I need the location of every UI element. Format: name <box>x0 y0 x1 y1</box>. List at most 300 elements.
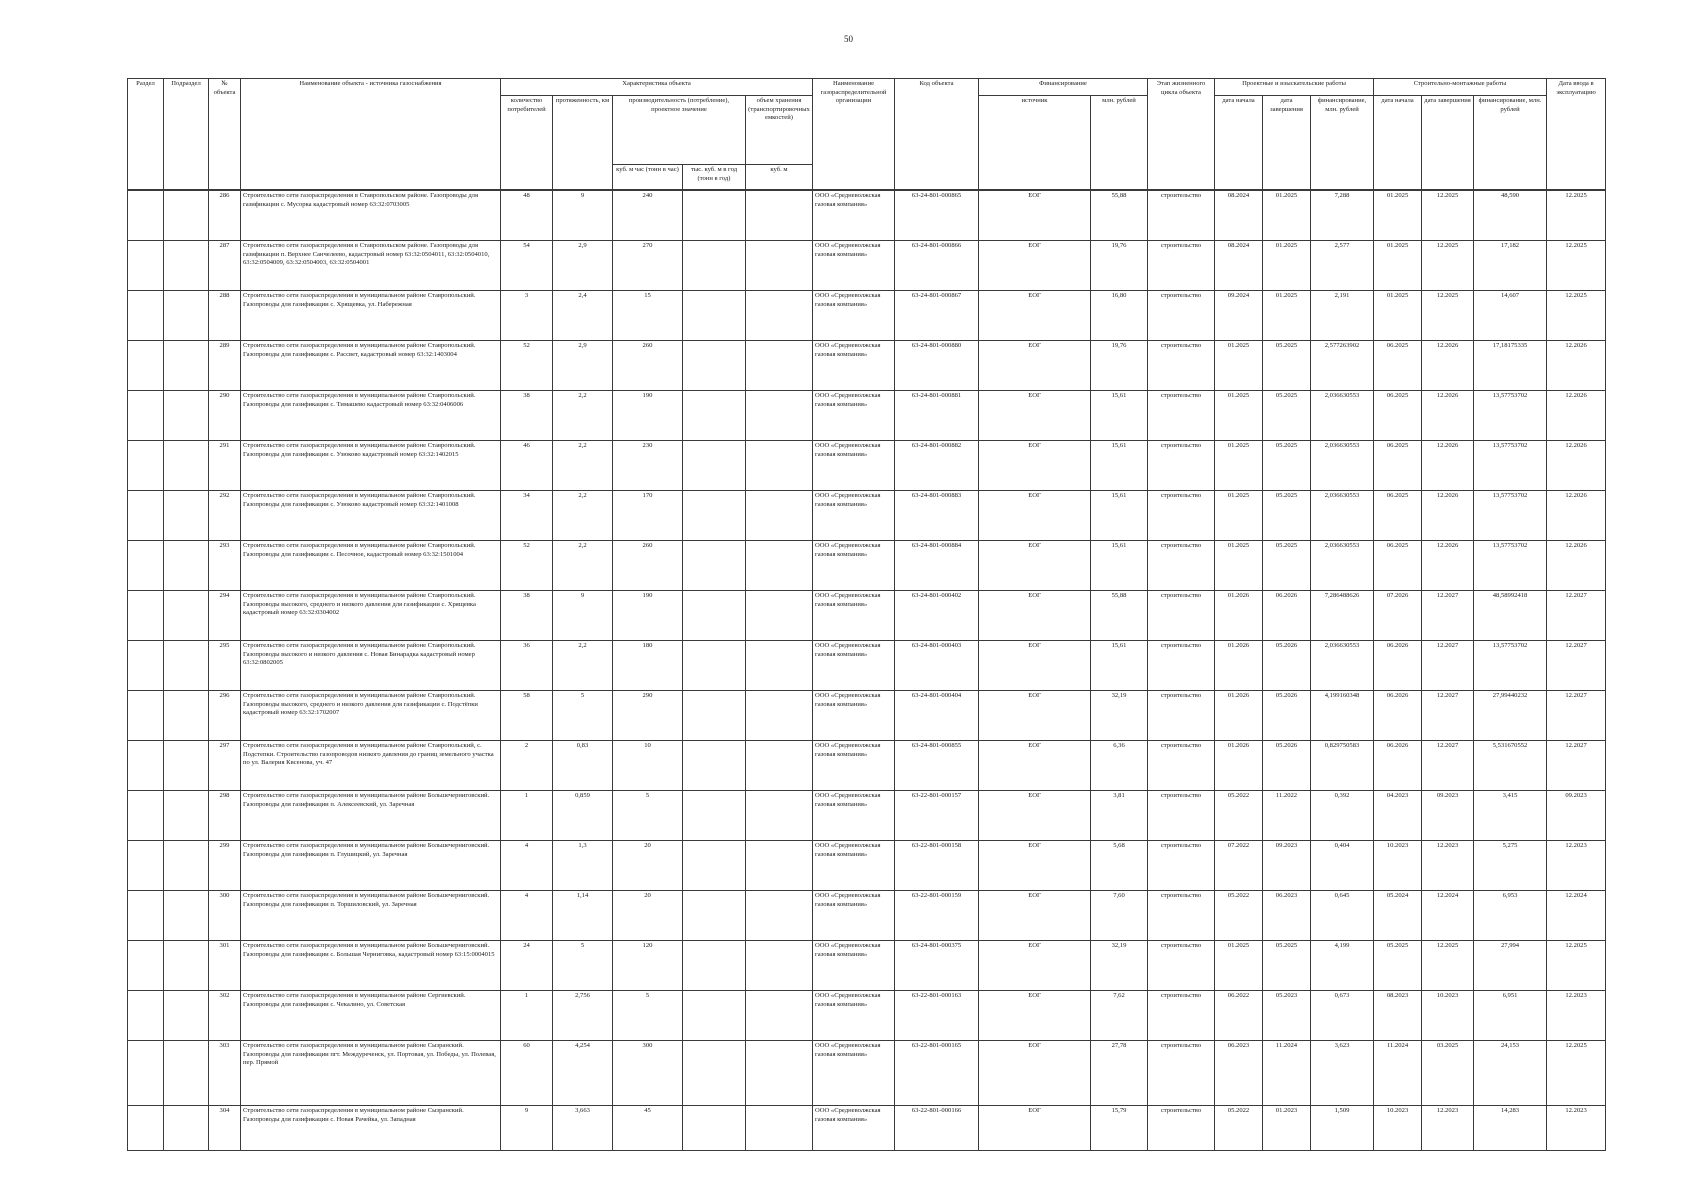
cell-thousand-m3-year <box>683 941 746 991</box>
table-row <box>128 891 1606 941</box>
cell-construction-end: 12.2027 <box>1422 741 1474 791</box>
cell-organization: ООО «Средневолжская газовая компания» <box>813 341 895 391</box>
cell-object-code: 63-22-801-000165 <box>895 1041 979 1106</box>
cell-organization: ООО «Средневолжская газовая компания» <box>813 791 895 841</box>
cell-lifecycle-stage: строительство <box>1148 841 1215 891</box>
cell-razdel <box>128 491 164 541</box>
cell-thousand-m3-year <box>683 541 746 591</box>
cell-m3-hour: 10 <box>613 741 683 791</box>
cell-storage <box>746 241 813 291</box>
cell-object-name: Строительство сети газораспределения в муниципальном районе Ставропольский. Газопроводы для газификации с. Рассвет, кадастровый номер 63:32:1403004 <box>241 341 501 391</box>
cell-design-start: 07.2022 <box>1215 841 1263 891</box>
cell-design-end: 05.2026 <box>1263 691 1311 741</box>
cell-design-end: 05.2025 <box>1263 341 1311 391</box>
cell-design-financing: 0,673 <box>1311 991 1374 1041</box>
cell-lifecycle-stage: строительство <box>1148 391 1215 441</box>
cell-podrazdel <box>164 291 209 341</box>
cell-lifecycle-stage: строительство <box>1148 241 1215 291</box>
cell-design-start: 01.2025 <box>1215 441 1263 491</box>
cell-commissioning-date: 12.2027 <box>1547 591 1606 641</box>
cell-m3-hour: 20 <box>613 841 683 891</box>
cell-construction-start: 06.2026 <box>1374 641 1422 691</box>
cell-construction-financing: 13,57753702 <box>1474 491 1547 541</box>
cell-thousand-m3-year <box>683 1041 746 1106</box>
cell-financing-amount: 15,61 <box>1091 641 1148 691</box>
cell-length: 0,83 <box>553 741 613 791</box>
cell-financing-amount: 3,81 <box>1091 791 1148 841</box>
cell-design-financing: 1,509 <box>1311 1106 1374 1151</box>
cell-design-end: 05.2025 <box>1263 941 1311 991</box>
cell-length: 3,663 <box>553 1106 613 1151</box>
table-row <box>128 541 1606 591</box>
cell-commissioning-date: 12.2026 <box>1547 541 1606 591</box>
cell-organization: ООО «Средневолжская газовая компания» <box>813 541 895 591</box>
cell-design-start: 01.2026 <box>1215 641 1263 691</box>
cell-design-start: 01.2025 <box>1215 941 1263 991</box>
col-m3: куб. м <box>746 165 813 191</box>
col-object-code: Код объекта <box>895 79 979 191</box>
cell-razdel <box>128 541 164 591</box>
table-row <box>128 190 1606 241</box>
cell-commissioning-date: 12.2026 <box>1547 341 1606 391</box>
cell-construction-end: 12.2025 <box>1422 241 1474 291</box>
cell-storage <box>746 291 813 341</box>
cell-construction-financing: 27,994 <box>1474 941 1547 991</box>
cell-object-code: 63-24-801-000375 <box>895 941 979 991</box>
cell-storage <box>746 691 813 741</box>
col-design-works: Проектные и изыскательские работы <box>1215 79 1374 96</box>
col-financing-amount: млн. рублей <box>1091 96 1148 191</box>
cell-podrazdel <box>164 441 209 491</box>
cell-organization: ООО «Средневолжская газовая компания» <box>813 1106 895 1151</box>
cell-design-financing: 4,199160348 <box>1311 691 1374 741</box>
cell-financing-source: ЕОГ <box>979 291 1091 341</box>
cell-object-number: 288 <box>209 291 241 341</box>
cell-object-code: 63-24-801-000881 <box>895 391 979 441</box>
cell-podrazdel <box>164 691 209 741</box>
cell-construction-end: 12.2026 <box>1422 491 1474 541</box>
cell-financing-source: ЕОГ <box>979 691 1091 741</box>
cell-storage <box>746 941 813 991</box>
col-financing-source: источник <box>979 96 1091 191</box>
cell-podrazdel <box>164 241 209 291</box>
cell-construction-start: 07.2026 <box>1374 591 1422 641</box>
cell-lifecycle-stage: строительство <box>1148 541 1215 591</box>
cell-thousand-m3-year <box>683 491 746 541</box>
cell-design-financing: 2,036630553 <box>1311 641 1374 691</box>
cell-organization: ООО «Средневолжская газовая компания» <box>813 691 895 741</box>
cell-object-code: 63-24-801-000883 <box>895 491 979 541</box>
cell-construction-start: 10.2023 <box>1374 841 1422 891</box>
cell-construction-financing: 14,607 <box>1474 291 1547 341</box>
cell-consumers: 38 <box>501 391 553 441</box>
cell-construction-start: 06.2025 <box>1374 441 1422 491</box>
cell-razdel <box>128 1041 164 1106</box>
cell-construction-start: 06.2025 <box>1374 491 1422 541</box>
cell-length: 2,2 <box>553 641 613 691</box>
cell-commissioning-date: 12.2026 <box>1547 491 1606 541</box>
cell-lifecycle-stage: строительство <box>1148 691 1215 741</box>
cell-financing-source: ЕОГ <box>979 941 1091 991</box>
cell-razdel <box>128 291 164 341</box>
cell-razdel <box>128 190 164 241</box>
cell-object-name: Строительство сети газораспределения в муниципальном районе Сергиевский. Газопроводы для газификации с. Чекалино, ул. Советская <box>241 991 501 1041</box>
cell-financing-source: ЕОГ <box>979 791 1091 841</box>
cell-podrazdel <box>164 391 209 441</box>
cell-thousand-m3-year <box>683 190 746 241</box>
cell-design-financing: 2,036630553 <box>1311 441 1374 491</box>
cell-object-code: 63-24-801-000880 <box>895 341 979 391</box>
cell-financing-amount: 15,61 <box>1091 391 1148 441</box>
cell-object-code: 63-22-801-000159 <box>895 891 979 941</box>
cell-podrazdel <box>164 341 209 391</box>
cell-consumers: 58 <box>501 691 553 741</box>
cell-design-start: 01.2026 <box>1215 691 1263 741</box>
cell-lifecycle-stage: строительство <box>1148 941 1215 991</box>
cell-construction-end: 12.2024 <box>1422 891 1474 941</box>
cell-podrazdel <box>164 190 209 241</box>
col-thousand-m3-year: тыс. куб. м в год (тонн в год) <box>683 165 746 191</box>
cell-design-financing: 4,199 <box>1311 941 1374 991</box>
cell-podrazdel <box>164 791 209 841</box>
cell-lifecycle-stage: строительство <box>1148 891 1215 941</box>
table-row <box>128 991 1606 1041</box>
cell-object-name: Строительство сети газораспределения в муниципальном районе Сызранский. Газопроводы для газификации пгт. Междуреченск, ул. Портовая, ул. Победы, ул. Полевая, пер. Прямой <box>241 1041 501 1106</box>
cell-financing-amount: 15,79 <box>1091 1106 1148 1151</box>
col-construction-financing: финансирование, млн. рублей <box>1474 96 1547 191</box>
cell-organization: ООО «Средневолжская газовая компания» <box>813 491 895 541</box>
cell-design-financing: 2,036630553 <box>1311 541 1374 591</box>
cell-object-number: 297 <box>209 741 241 791</box>
table-row <box>128 391 1606 441</box>
cell-object-number: 287 <box>209 241 241 291</box>
cell-razdel <box>128 341 164 391</box>
cell-construction-start: 06.2026 <box>1374 691 1422 741</box>
col-construction-works: Строительно-монтажные работы <box>1374 79 1547 96</box>
cell-razdel <box>128 391 164 441</box>
cell-storage <box>746 1041 813 1106</box>
cell-construction-end: 12.2026 <box>1422 391 1474 441</box>
cell-m3-hour: 190 <box>613 591 683 641</box>
cell-thousand-m3-year <box>683 591 746 641</box>
table-row <box>128 1041 1606 1106</box>
cell-design-start: 01.2026 <box>1215 741 1263 791</box>
cell-storage <box>746 841 813 891</box>
col-design-financing: финансирование, млн. рублей <box>1311 96 1374 191</box>
cell-m3-hour: 190 <box>613 391 683 441</box>
cell-razdel <box>128 841 164 891</box>
cell-consumers: 4 <box>501 841 553 891</box>
cell-design-end: 01.2025 <box>1263 190 1311 241</box>
cell-podrazdel <box>164 641 209 691</box>
cell-construction-start: 06.2026 <box>1374 741 1422 791</box>
cell-construction-financing: 13,57753702 <box>1474 541 1547 591</box>
cell-object-number: 300 <box>209 891 241 941</box>
cell-construction-start: 01.2025 <box>1374 190 1422 241</box>
cell-consumers: 52 <box>501 341 553 391</box>
cell-financing-source: ЕОГ <box>979 641 1091 691</box>
cell-construction-end: 12.2023 <box>1422 841 1474 891</box>
cell-design-financing: 0,404 <box>1311 841 1374 891</box>
cell-design-start: 08.2024 <box>1215 190 1263 241</box>
cell-length: 1,3 <box>553 841 613 891</box>
cell-design-financing: 7,286488626 <box>1311 591 1374 641</box>
cell-thousand-m3-year <box>683 841 746 891</box>
cell-podrazdel <box>164 1106 209 1151</box>
cell-construction-start: 08.2023 <box>1374 991 1422 1041</box>
cell-lifecycle-stage: строительство <box>1148 190 1215 241</box>
cell-thousand-m3-year <box>683 341 746 391</box>
cell-financing-source: ЕОГ <box>979 841 1091 891</box>
cell-object-name: Строительство сети газораспределения в муниципальном районе Ставропольский. Газопроводы высокого, среднего и низкого давления для газификации с. Подстёпки кадастровый номер 63:32:1702007 <box>241 691 501 741</box>
col-design-end: дата завершения <box>1263 96 1311 191</box>
col-construction-start: дата начала <box>1374 96 1422 191</box>
cell-construction-start: 06.2025 <box>1374 541 1422 591</box>
cell-design-start: 01.2026 <box>1215 591 1263 641</box>
cell-design-financing: 2,577 <box>1311 241 1374 291</box>
cell-length: 2,4 <box>553 291 613 341</box>
cell-design-start: 06.2023 <box>1215 1041 1263 1106</box>
cell-construction-financing: 5,531670552 <box>1474 741 1547 791</box>
cell-organization: ООО «Средневолжская газовая компания» <box>813 591 895 641</box>
cell-consumers: 54 <box>501 241 553 291</box>
cell-financing-amount: 55,88 <box>1091 190 1148 241</box>
cell-organization: ООО «Средневолжская газовая компания» <box>813 941 895 991</box>
cell-razdel <box>128 591 164 641</box>
cell-object-number: 303 <box>209 1041 241 1106</box>
cell-design-end: 05.2026 <box>1263 741 1311 791</box>
table-row <box>128 641 1606 691</box>
cell-length: 2,2 <box>553 391 613 441</box>
cell-razdel <box>128 941 164 991</box>
cell-object-number: 286 <box>209 190 241 241</box>
cell-consumers: 3 <box>501 291 553 341</box>
cell-object-name: Строительство сети газораспределения в муниципальном районе Ставропольский. Газопроводы для газификации с. Узюково кадастровый номер 63:32:1401008 <box>241 491 501 541</box>
cell-object-code: 63-24-801-000867 <box>895 291 979 341</box>
cell-construction-financing: 13,57753702 <box>1474 391 1547 441</box>
cell-storage <box>746 641 813 691</box>
cell-length: 2,2 <box>553 491 613 541</box>
cell-construction-end: 12.2027 <box>1422 691 1474 741</box>
cell-m3-hour: 240 <box>613 190 683 241</box>
cell-razdel <box>128 991 164 1041</box>
cell-design-end: 05.2025 <box>1263 491 1311 541</box>
cell-thousand-m3-year <box>683 741 746 791</box>
cell-lifecycle-stage: строительство <box>1148 441 1215 491</box>
cell-object-number: 301 <box>209 941 241 991</box>
cell-construction-end: 12.2026 <box>1422 441 1474 491</box>
cell-consumers: 4 <box>501 891 553 941</box>
cell-object-number: 298 <box>209 791 241 841</box>
cell-financing-source: ЕОГ <box>979 991 1091 1041</box>
cell-construction-end: 12.2025 <box>1422 190 1474 241</box>
table-row <box>128 941 1606 991</box>
cell-construction-financing: 14,283 <box>1474 1106 1547 1151</box>
cell-thousand-m3-year <box>683 891 746 941</box>
cell-razdel <box>128 741 164 791</box>
cell-organization: ООО «Средневолжская газовая компания» <box>813 1041 895 1106</box>
cell-thousand-m3-year <box>683 441 746 491</box>
cell-design-financing: 2,577263902 <box>1311 341 1374 391</box>
cell-storage <box>746 741 813 791</box>
cell-thousand-m3-year <box>683 791 746 841</box>
cell-construction-end: 12.2027 <box>1422 591 1474 641</box>
cell-construction-start: 01.2025 <box>1374 291 1422 341</box>
cell-design-end: 11.2024 <box>1263 1041 1311 1106</box>
cell-length: 9 <box>553 591 613 641</box>
cell-object-number: 290 <box>209 391 241 441</box>
cell-construction-end: 09.2023 <box>1422 791 1474 841</box>
cell-construction-end: 12.2025 <box>1422 941 1474 991</box>
cell-commissioning-date: 12.2025 <box>1547 291 1606 341</box>
table-row <box>128 591 1606 641</box>
cell-design-end: 06.2023 <box>1263 891 1311 941</box>
cell-commissioning-date: 12.2027 <box>1547 741 1606 791</box>
cell-object-number: 302 <box>209 991 241 1041</box>
cell-m3-hour: 170 <box>613 491 683 541</box>
cell-object-number: 295 <box>209 641 241 691</box>
cell-length: 5 <box>553 941 613 991</box>
cell-razdel <box>128 791 164 841</box>
cell-podrazdel <box>164 591 209 641</box>
cell-financing-amount: 15,61 <box>1091 541 1148 591</box>
cell-financing-amount: 15,61 <box>1091 491 1148 541</box>
cell-consumers: 38 <box>501 591 553 641</box>
cell-length: 0,859 <box>553 791 613 841</box>
cell-financing-source: ЕОГ <box>979 891 1091 941</box>
cell-object-name: Строительство сети газораспределения в муниципальном районе Сызранский. Газопроводы для газификации с. Новая Рачейка, ул. Западная <box>241 1106 501 1151</box>
cell-object-code: 63-24-801-000402 <box>895 591 979 641</box>
col-m3-hour: куб. м час (тонн в час) <box>613 165 683 191</box>
cell-commissioning-date: 12.2023 <box>1547 991 1606 1041</box>
col-organization: Наименование газораспределительной организации <box>813 79 895 191</box>
table-row <box>128 291 1606 341</box>
cell-construction-financing: 27,99440232 <box>1474 691 1547 741</box>
cell-financing-source: ЕОГ <box>979 241 1091 291</box>
cell-design-end: 06.2026 <box>1263 591 1311 641</box>
cell-storage <box>746 591 813 641</box>
cell-consumers: 9 <box>501 1106 553 1151</box>
cell-organization: ООО «Средневолжская газовая компания» <box>813 741 895 791</box>
cell-organization: ООО «Средневолжская газовая компания» <box>813 841 895 891</box>
cell-object-code: 63-24-801-000404 <box>895 691 979 741</box>
cell-object-name: Строительство сети газораспределения в муниципальном районе Ставропольский. Газопроводы высокого, среднего и низкого давления для газификации с. Хрящевка кадастровый номер 63:32:0304002 <box>241 591 501 641</box>
cell-podrazdel <box>164 841 209 891</box>
cell-storage <box>746 791 813 841</box>
cell-organization: ООО «Средневолжская газовая компания» <box>813 291 895 341</box>
cell-consumers: 52 <box>501 541 553 591</box>
cell-length: 9 <box>553 190 613 241</box>
cell-consumers: 24 <box>501 941 553 991</box>
cell-construction-financing: 17,18175335 <box>1474 341 1547 391</box>
table-row <box>128 741 1606 791</box>
cell-financing-source: ЕОГ <box>979 341 1091 391</box>
cell-commissioning-date: 12.2025 <box>1547 190 1606 241</box>
cell-design-end: 05.2025 <box>1263 441 1311 491</box>
cell-organization: ООО «Средневолжская газовая компания» <box>813 641 895 691</box>
cell-design-financing: 2,036630553 <box>1311 391 1374 441</box>
cell-commissioning-date: 12.2024 <box>1547 891 1606 941</box>
cell-organization: ООО «Средневолжская газовая компания» <box>813 991 895 1041</box>
cell-m3-hour: 290 <box>613 691 683 741</box>
cell-object-code: 63-22-801-000163 <box>895 991 979 1041</box>
cell-object-code: 63-24-801-000855 <box>895 741 979 791</box>
page-number: 50 <box>844 34 853 44</box>
col-characteristics: Характеристика объекта <box>501 79 813 96</box>
cell-financing-source: ЕОГ <box>979 190 1091 241</box>
cell-design-financing: 0,829750583 <box>1311 741 1374 791</box>
col-construction-end: дата завершения <box>1422 96 1474 191</box>
cell-thousand-m3-year <box>683 991 746 1041</box>
cell-object-name: Строительство сети газораспределения в муниципальном районе Ставропольский. Газопроводы для газификации с. Узюково кадастровый номер 63:32:1402015 <box>241 441 501 491</box>
cell-construction-start: 05.2025 <box>1374 941 1422 991</box>
col-productivity: производительность (потребление), проектное значение <box>613 96 746 165</box>
cell-lifecycle-stage: строительство <box>1148 291 1215 341</box>
cell-podrazdel <box>164 891 209 941</box>
cell-financing-source: ЕОГ <box>979 391 1091 441</box>
cell-object-name: Строительство сети газораспределения в муниципальном районе Ставропольский. Газопроводы для газификации с. Тимашево кадастровый номер 63:32:0406006 <box>241 391 501 441</box>
cell-object-code: 63-24-801-000866 <box>895 241 979 291</box>
cell-construction-financing: 48,58992418 <box>1474 591 1547 641</box>
cell-object-name: Строительство сети газораспределения в муниципальном районе Большечерниговский. Газопроводы для газификации с. Большая Черниговка, кадастровый номер 63:15:0004015 <box>241 941 501 991</box>
cell-lifecycle-stage: строительство <box>1148 1041 1215 1106</box>
cell-financing-amount: 32,19 <box>1091 941 1148 991</box>
cell-m3-hour: 20 <box>613 891 683 941</box>
cell-design-end: 05.2025 <box>1263 541 1311 591</box>
cell-financing-amount: 19,76 <box>1091 241 1148 291</box>
cell-object-code: 63-24-801-000865 <box>895 190 979 241</box>
cell-object-name: Строительство сети газораспределения в муниципальном районе Ставропольский. Газопроводы для газификации с. Хрящевка, ул. Набережная <box>241 291 501 341</box>
cell-commissioning-date: 12.2023 <box>1547 841 1606 891</box>
cell-m3-hour: 260 <box>613 341 683 391</box>
cell-length: 2,2 <box>553 441 613 491</box>
col-object-name: Наименование объекта - источника газоснабжения <box>241 79 501 191</box>
cell-financing-amount: 19,76 <box>1091 341 1148 391</box>
cell-commissioning-date: 12.2027 <box>1547 641 1606 691</box>
cell-construction-financing: 13,57753702 <box>1474 641 1547 691</box>
cell-financing-amount: 7,60 <box>1091 891 1148 941</box>
cell-object-code: 63-22-801-000157 <box>895 791 979 841</box>
cell-construction-start: 04.2023 <box>1374 791 1422 841</box>
col-object-number: № объекта <box>209 79 241 191</box>
cell-design-start: 09.2024 <box>1215 291 1263 341</box>
cell-consumers: 2 <box>501 741 553 791</box>
cell-financing-amount: 6,36 <box>1091 741 1148 791</box>
cell-storage <box>746 541 813 591</box>
cell-thousand-m3-year <box>683 1106 746 1151</box>
cell-object-number: 289 <box>209 341 241 391</box>
cell-podrazdel <box>164 941 209 991</box>
cell-commissioning-date: 12.2023 <box>1547 1106 1606 1151</box>
cell-construction-start: 05.2024 <box>1374 891 1422 941</box>
cell-consumers: 48 <box>501 190 553 241</box>
cell-design-end: 05.2025 <box>1263 391 1311 441</box>
cell-lifecycle-stage: строительство <box>1148 791 1215 841</box>
cell-razdel <box>128 891 164 941</box>
cell-design-financing: 7,288 <box>1311 190 1374 241</box>
col-commissioning-date: Дата ввода в эксплуатацию <box>1547 79 1606 191</box>
cell-construction-end: 12.2023 <box>1422 1106 1474 1151</box>
cell-m3-hour: 260 <box>613 541 683 591</box>
cell-design-start: 01.2025 <box>1215 391 1263 441</box>
cell-construction-financing: 17,182 <box>1474 241 1547 291</box>
cell-organization: ООО «Средневолжская газовая компания» <box>813 190 895 241</box>
gas-distribution-table <box>127 78 1606 1151</box>
cell-object-code: 63-24-801-000884 <box>895 541 979 591</box>
cell-consumers: 46 <box>501 441 553 491</box>
cell-lifecycle-stage: строительство <box>1148 641 1215 691</box>
cell-commissioning-date: 09.2023 <box>1547 791 1606 841</box>
